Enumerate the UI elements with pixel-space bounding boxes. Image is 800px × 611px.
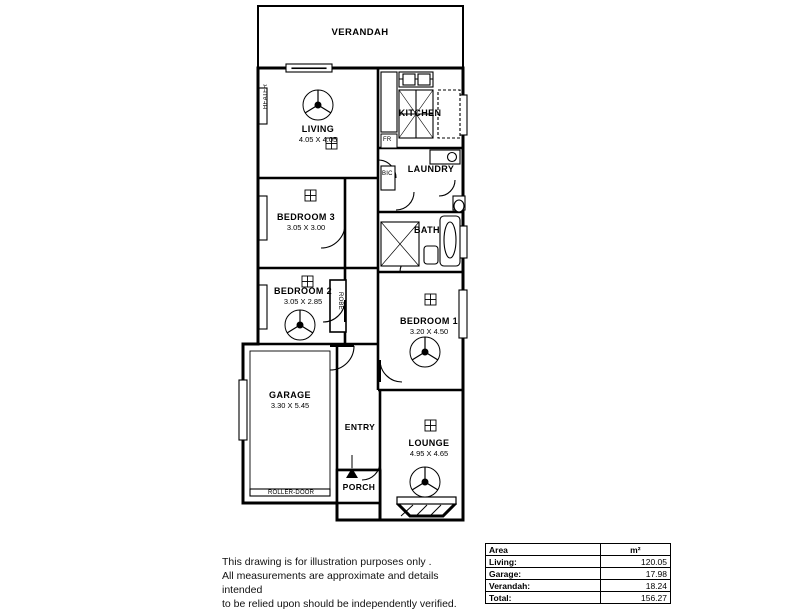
room-label-bedroom3: BEDROOM 3 3.05 X 3.00 <box>276 212 336 233</box>
table-row <box>486 592 671 604</box>
area-row-value: 156.27 <box>600 592 670 604</box>
table-row <box>486 556 671 568</box>
area-summary-table <box>485 543 671 604</box>
area-row-label: Verandah: <box>486 580 601 592</box>
table-row <box>486 544 671 556</box>
disclaimer-line-2: All measurements are approximate and details intended <box>222 569 439 596</box>
area-row-label: Living: <box>486 556 601 568</box>
vent <box>425 420 436 431</box>
room-label-garage: GARAGE 3.30 X 5.45 <box>269 390 311 411</box>
ceiling-fan <box>410 467 440 497</box>
room-label-porch: PORCH <box>342 482 376 492</box>
room-label-bath: BATH <box>414 225 440 235</box>
area-row-value: 18.24 <box>600 580 670 592</box>
area-row-label: Garage: <box>486 568 601 580</box>
room-label-laundry: LAUNDRY <box>407 164 455 174</box>
annotation-fridge: FR <box>383 137 392 143</box>
room-label-bedroom1: BEDROOM 1 3.20 X 4.50 <box>399 316 459 337</box>
room-label-verandah: VERANDAH <box>331 27 389 38</box>
ceiling-fan <box>410 337 440 367</box>
ceiling-fan <box>285 310 315 340</box>
vent <box>425 294 436 305</box>
ceiling-fan <box>303 90 333 120</box>
vent <box>305 190 316 201</box>
room-label-lounge: LOUNGE 4.95 X 4.65 <box>408 438 450 459</box>
room-label-kitchen: KITCHEN <box>398 108 442 118</box>
table-row <box>486 568 671 580</box>
disclaimer-text <box>222 556 477 611</box>
room-label-living: LIVING 4.05 X 4.05 <box>298 124 338 145</box>
room-label-bedroom2: BEDROOM 2 3.05 X 2.85 <box>273 286 333 307</box>
table-row <box>486 580 671 592</box>
area-row-value: 120.05 <box>600 556 670 568</box>
area-row-label: Total: <box>486 592 601 604</box>
room-label-entry: ENTRY <box>344 422 376 432</box>
disclaimer-line-3: to be relied upon should be independently verified. <box>222 597 457 610</box>
area-header-unit: m² <box>600 544 670 556</box>
area-row-value: 17.98 <box>600 568 670 580</box>
annotation-heater: HEATER <box>263 84 269 110</box>
annotation-robe: ROBE <box>337 292 343 310</box>
annotation-bic: BIC <box>382 171 393 177</box>
disclaimer-line-1: This drawing is for illustration purposes only . <box>222 556 432 568</box>
annotation-roller-door: ROLLER-DOOR <box>268 490 315 496</box>
area-header-label: Area <box>486 544 601 556</box>
